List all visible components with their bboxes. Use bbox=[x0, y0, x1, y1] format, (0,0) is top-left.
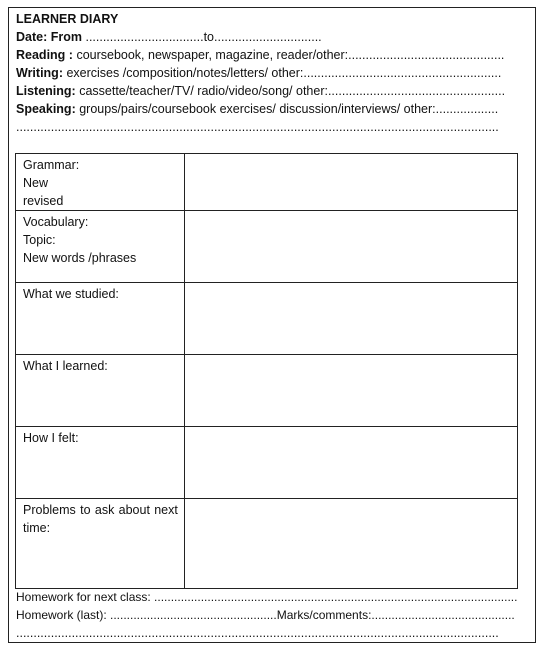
speaking-label: Speaking: bbox=[16, 102, 76, 116]
footer-dotted-line[interactable]: ........................................................................................................................................... bbox=[16, 626, 499, 640]
new-words-label: New words /phrases bbox=[23, 251, 137, 265]
table-row bbox=[16, 283, 518, 355]
grammar-new-label: New bbox=[23, 176, 49, 190]
listening-line bbox=[16, 83, 505, 99]
topic-label: Topic: bbox=[23, 233, 56, 247]
writing-options[interactable]: exercises /composition/notes/letters/ other:......................................................... bbox=[66, 66, 502, 80]
listening-options[interactable]: cassette/teacher/TV/ radio/video/song/ other:................................................... bbox=[79, 84, 506, 98]
header-dotted-line[interactable]: ........................................................................................................................................... bbox=[16, 120, 499, 134]
table-row bbox=[16, 355, 518, 427]
grammar-entry[interactable] bbox=[184, 154, 517, 211]
grammar-cell bbox=[16, 154, 185, 211]
felt-entry[interactable] bbox=[184, 427, 517, 499]
table-row bbox=[16, 499, 518, 589]
problems-cell bbox=[16, 499, 185, 589]
writing-label: Writing: bbox=[16, 66, 63, 80]
vocabulary-label: Vocabulary: bbox=[23, 215, 89, 229]
learned-entry[interactable] bbox=[184, 355, 517, 427]
table-row bbox=[16, 154, 518, 211]
date-from-field[interactable]: .................................. bbox=[85, 30, 204, 44]
studied-entry[interactable] bbox=[184, 283, 517, 355]
listening-label: Listening: bbox=[16, 84, 76, 98]
date-line bbox=[16, 29, 322, 45]
studied-label: What we studied: bbox=[23, 287, 119, 301]
date-to-field[interactable]: ............................... bbox=[214, 30, 322, 44]
date-to-label: to bbox=[203, 30, 214, 44]
diary-table bbox=[15, 153, 518, 589]
reading-label: Reading : bbox=[16, 48, 73, 62]
date-label: Date: From bbox=[16, 30, 82, 44]
problems-entry[interactable] bbox=[184, 499, 517, 589]
writing-line bbox=[16, 65, 501, 81]
reading-line bbox=[16, 47, 504, 63]
vocabulary-cell bbox=[16, 211, 185, 283]
table-row bbox=[16, 427, 518, 499]
studied-cell bbox=[16, 283, 185, 355]
felt-label: How I felt: bbox=[23, 431, 79, 445]
homework-last-field[interactable]: Homework (last): .................................................. bbox=[16, 608, 277, 622]
homework-last-line bbox=[16, 607, 515, 623]
vocabulary-entry[interactable] bbox=[184, 211, 517, 283]
problems-label: Problems to ask about next time: bbox=[23, 503, 178, 535]
marks-label: Marks/comments: bbox=[276, 608, 372, 622]
learned-cell bbox=[16, 355, 185, 427]
speaking-line bbox=[16, 101, 498, 117]
table-row bbox=[16, 211, 518, 283]
grammar-label: Grammar: bbox=[23, 158, 80, 172]
speaking-options[interactable]: groups/pairs/coursebook exercises/ discussion/interviews/ other:.................. bbox=[79, 102, 499, 116]
homework-next-line[interactable]: Homework for next class: ............................................................................................................. bbox=[16, 590, 518, 604]
marks-field[interactable]: ........................................... bbox=[371, 608, 515, 622]
felt-cell bbox=[16, 427, 185, 499]
learned-label: What I learned: bbox=[23, 359, 108, 373]
diary-title: LEARNER DIARY bbox=[16, 12, 119, 26]
grammar-revised-label: revised bbox=[23, 194, 64, 208]
reading-options[interactable]: coursebook, newspaper, magazine, reader/other:............................................. bbox=[76, 48, 505, 62]
